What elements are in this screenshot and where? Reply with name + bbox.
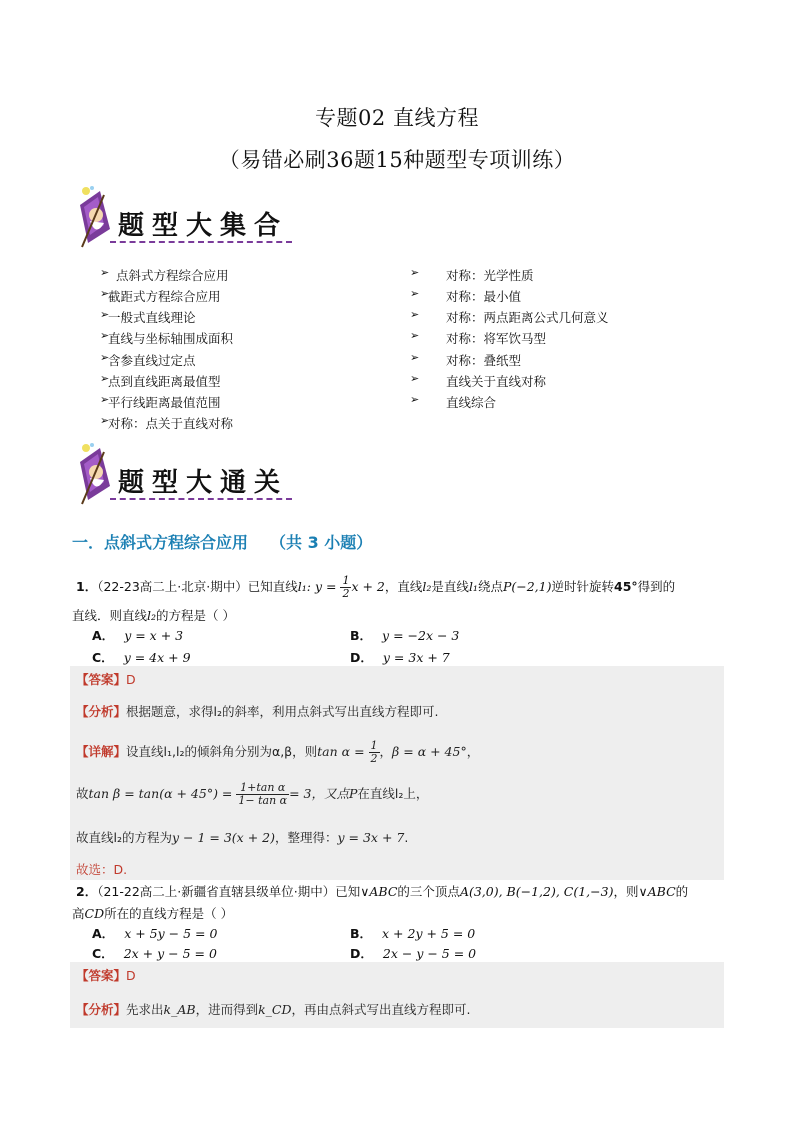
banner-question-practice	[70, 442, 295, 514]
banner-underline	[110, 241, 292, 243]
fraction: $\frac{\text{1+tan α}}{\text{1− tan α}}$	[238, 781, 288, 807]
option-d[interactable]: D． 2x − y − 5 = 0	[350, 946, 477, 961]
option-c[interactable]: C． 2x + y − 5 = 0	[92, 946, 217, 961]
option-b[interactable]: B． y = −2x − 3	[350, 628, 460, 643]
page-title: 专题02 直线方程	[315, 106, 479, 130]
arrow-icon: ➢	[100, 308, 110, 321]
answer-line: 【答案】D	[76, 672, 136, 687]
banner-text: 题型大集合	[118, 211, 289, 241]
analysis-line: 【分析】根据题意，求得l₂的斜率，利用点斜式写出直线方程即可.	[76, 704, 439, 719]
arrow-icon: ➢	[410, 393, 420, 406]
answer-box-2	[70, 962, 724, 1028]
section-heading	[72, 530, 372, 553]
answer-line: 【答案】D	[76, 968, 136, 983]
option-a[interactable]: A． y = x + 3	[92, 628, 184, 643]
arrow-icon: ➢	[100, 329, 110, 342]
arrow-icon: ➢	[410, 351, 420, 364]
arrow-icon: ➢	[410, 329, 420, 342]
conclusion-line: 故选：D.	[76, 862, 128, 877]
banner-underline	[110, 498, 292, 500]
arrow-icon: ➢	[100, 372, 110, 385]
arrow-icon: ➢	[100, 266, 110, 279]
arrow-icon: ➢	[100, 393, 110, 406]
arrow-icon: ➢	[100, 414, 110, 427]
question-2-stem: 2．（21-22高二上·新疆省直辖县级单位·期中）已知∨ABC的三个顶点A(3,0), B(−1,2), C(1,−3)，则∨ABC的	[76, 884, 689, 899]
option-b[interactable]: B． x + 2y + 5 = 0	[350, 926, 476, 941]
arrow-icon: ➢	[410, 266, 420, 279]
detail-line-1: 【详解】设直线l₁,l₂的倾斜角分别为α,β，则tan α = $\frac{1}{2}$ ，β = α + 45°，	[76, 739, 480, 765]
arrow-icon: ➢	[410, 372, 420, 385]
banner-question-types	[70, 185, 295, 257]
question-2-stem-line2: 高CD所在的直线方程是（ ）	[72, 906, 234, 921]
question-1-stem: 1．（22-23高二上·北京·期中）已知直线l₁: y = $\frac{1}{2}$ x + 2，直线l₂是直线l₁绕点P(−2,1)逆时针旋转45°得到的	[76, 574, 676, 600]
detail-line-3: 故直线l₂的方程为y − 1 = 3(x + 2)，整理得：y = 3x + 7.	[76, 830, 409, 845]
banner-text: 题型大通关	[118, 468, 289, 498]
arrow-icon: ➢	[100, 287, 110, 300]
page-subtitle: （易错必刷36题15种题型专项训练）	[218, 148, 576, 172]
arrow-icon: ➢	[100, 351, 110, 364]
option-c[interactable]: C． y = 4x + 9	[92, 650, 191, 665]
wizard-icon	[70, 442, 120, 514]
arrow-icon: ➢	[410, 308, 420, 321]
arrow-icon: ➢	[410, 287, 420, 300]
detail-line-2: 故tan β = tan(α + 45°) = $\frac{\text{1+tan α}}{\text{1− tan α}}$ = 3，又点P在直线l₂上，	[76, 781, 429, 807]
option-a[interactable]: A． x + 5y − 5 = 0	[92, 926, 218, 941]
section-title: 一．点斜式方程综合应用	[72, 533, 249, 552]
question-1-stem-line2: 直线．则直线l₂的方程是（ ）	[72, 608, 236, 623]
analysis-line: 【分析】先求出k_AB，进而得到k_CD，再由点斜式写出直线方程即可.	[76, 1002, 471, 1017]
fraction: $\frac{1}{2}$	[370, 739, 378, 765]
answer-box-1	[70, 666, 724, 880]
wizard-icon	[70, 185, 120, 257]
fraction: $\frac{1}{2}$	[342, 574, 350, 600]
option-d[interactable]: D． y = 3x + 7	[350, 650, 450, 665]
section-count: （共 3 小题）	[270, 533, 373, 552]
